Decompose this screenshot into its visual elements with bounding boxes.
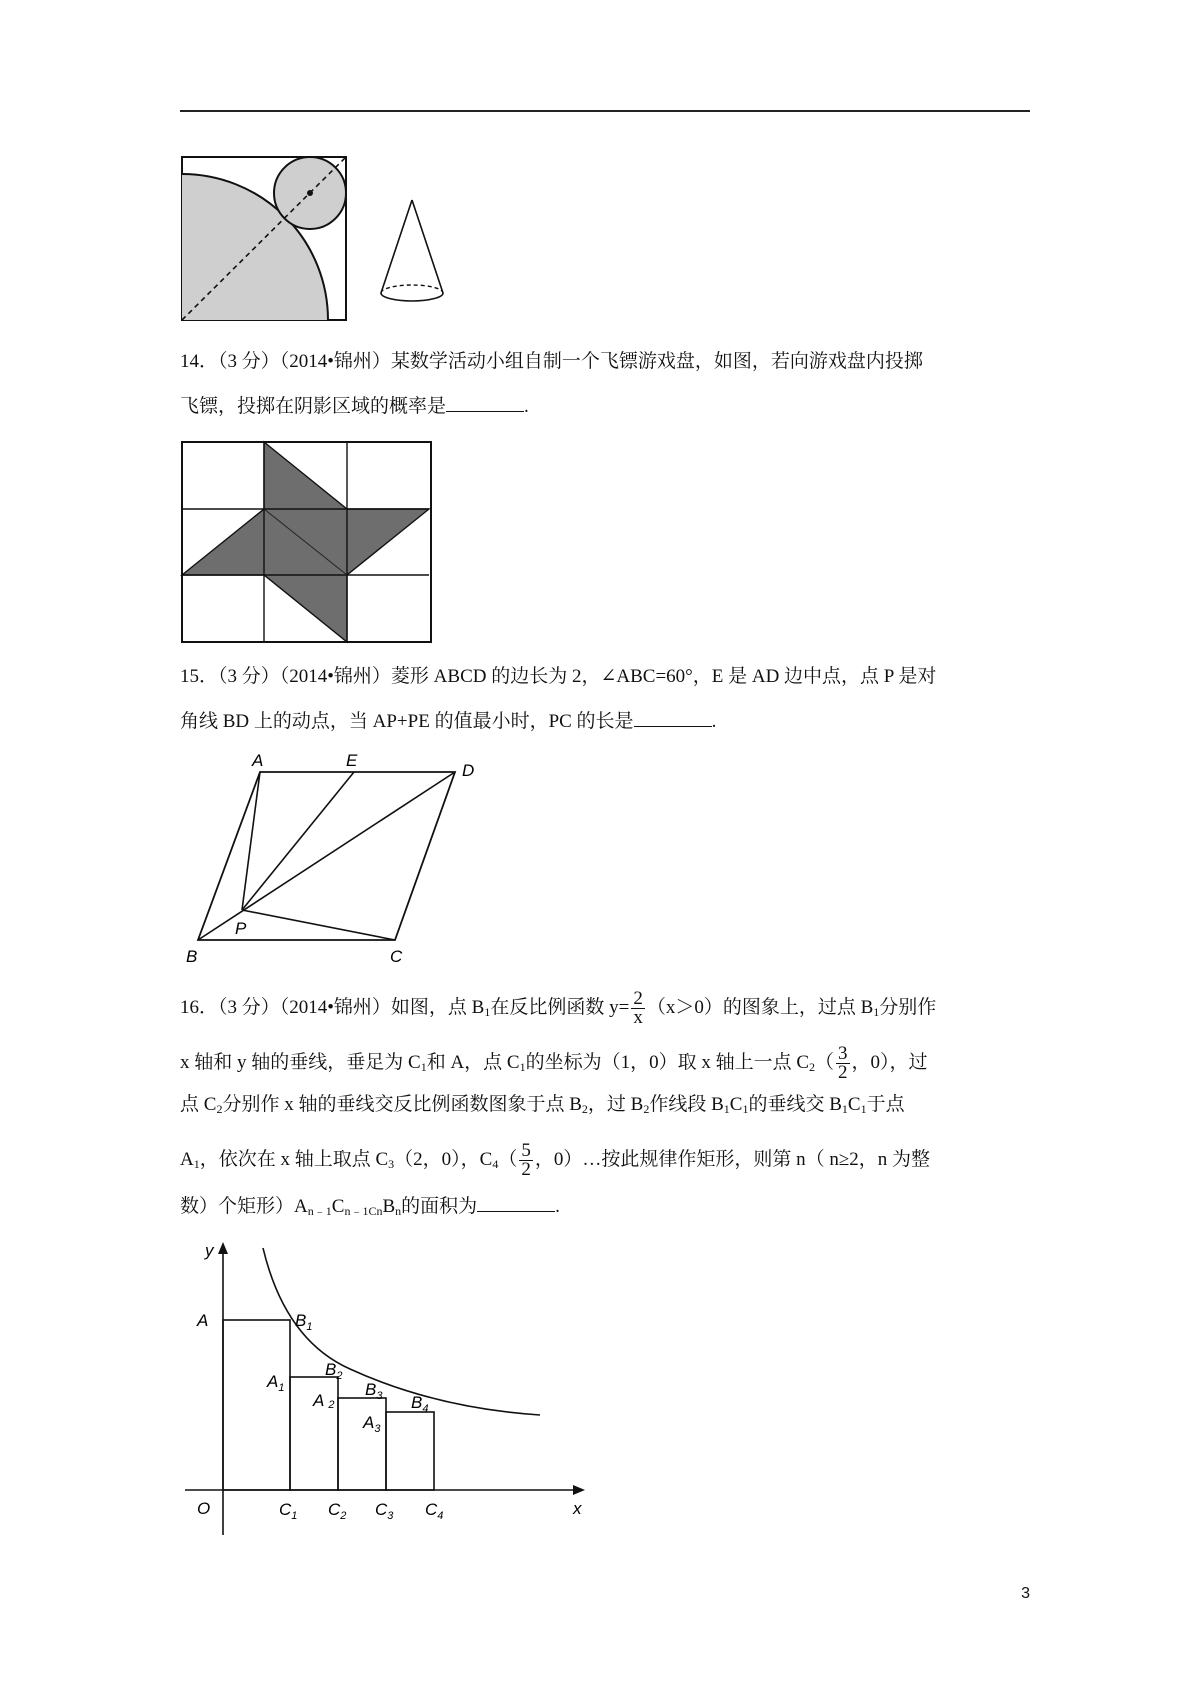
- diagonal-bd: [198, 772, 455, 940]
- fraction-numerator: 2: [633, 988, 643, 1009]
- label-a: A: [252, 751, 264, 770]
- label-e: E: [346, 751, 358, 770]
- q16-answer-blank: [477, 1195, 555, 1212]
- label-letter: A: [267, 1372, 279, 1391]
- label-subscript: 1: [291, 1510, 298, 1522]
- q14-line2: 飞镖，投掷在阴影区域的概率是: [180, 396, 447, 417]
- q16-text: ，0）…按此规律作矩形，则第 n（ n≥2，n 为整: [534, 1148, 931, 1170]
- q16-subscript: 1: [742, 1102, 749, 1116]
- label-a: A: [197, 1311, 209, 1330]
- circle-center-dot: [307, 190, 313, 196]
- label-letter: B: [295, 1311, 307, 1330]
- q16-subscript: 1: [519, 1059, 526, 1074]
- label-c3: [375, 1500, 394, 1522]
- label-p: P: [235, 919, 247, 938]
- fraction-numerator: 3: [838, 1043, 848, 1064]
- q16-text: A: [180, 1148, 194, 1170]
- q16-text: ，0），过: [851, 1051, 928, 1073]
- label-letter: C: [279, 1500, 292, 1519]
- q16-subscript: n﹣1Cn: [344, 1204, 383, 1218]
- q16-text: ，过 B: [587, 1094, 644, 1115]
- label-d: D: [462, 761, 475, 780]
- q16-text: 和 A，点 C: [426, 1051, 520, 1073]
- label-a2: [312, 1391, 334, 1411]
- reciprocal-curve: [263, 1248, 540, 1415]
- q16-number: 16．: [180, 996, 219, 1018]
- q16-text: 于点: [866, 1094, 905, 1115]
- q16-text: 的面积为: [401, 1196, 478, 1217]
- q16-subscript: 1: [723, 1102, 730, 1116]
- fraction-numerator: 5: [521, 1140, 531, 1161]
- label-subscript: 2: [328, 1399, 335, 1411]
- label-b1: [295, 1311, 312, 1333]
- label-a1: [266, 1372, 284, 1394]
- q16-subscript: 1: [420, 1059, 427, 1074]
- cone-base-front: [381, 293, 443, 301]
- q16-text: x 轴和 y 轴的垂线，垂足为 C: [180, 1051, 421, 1073]
- x-axis-arrow-icon: [573, 1485, 585, 1495]
- label-c2: [328, 1500, 346, 1522]
- q16-text: C: [331, 1196, 345, 1217]
- q16-text: 在反比例函数 y=: [490, 996, 630, 1018]
- label-letter: B: [411, 1393, 423, 1412]
- y-axis-arrow-icon: [218, 1242, 228, 1254]
- q16-text: 数）个矩形）A: [180, 1196, 308, 1217]
- segment-pe: [242, 772, 354, 910]
- q16-text: （2，0），C: [394, 1148, 493, 1170]
- cone-left-edge: [381, 200, 412, 293]
- label-subscript: 2: [340, 1510, 347, 1522]
- label-letter: B: [365, 1380, 377, 1399]
- label-subscript: 3: [374, 1423, 381, 1435]
- q16-text: （: [498, 1148, 518, 1170]
- q16-subscript: 2: [643, 1102, 650, 1116]
- fraction-denominator: x: [633, 1007, 643, 1028]
- label-b: B: [186, 947, 198, 966]
- q16-text: （x＞0）的图象上，过点 B: [646, 996, 874, 1018]
- q16-subscript: 2: [809, 1059, 816, 1074]
- q15-line2: 角线 BD 上的动点，当 AP+PE 的值最小时，PC 的长是: [180, 711, 634, 732]
- q16-text: （: [815, 1051, 835, 1073]
- label-subscript: 1: [278, 1382, 285, 1394]
- q16-subscript: 1: [841, 1102, 848, 1116]
- q14-end: .: [524, 396, 529, 417]
- rhombus-figure: [180, 750, 480, 975]
- label-x: x: [573, 1499, 582, 1518]
- cone-base-back: [381, 285, 443, 293]
- fraction-3-over-2: [836, 1045, 850, 1082]
- label-subscript: 2: [336, 1370, 343, 1382]
- label-y: y: [205, 1241, 214, 1260]
- q14-answer-blank: [446, 395, 524, 412]
- q16-end: .: [555, 1196, 560, 1217]
- q16-text: 点 C: [180, 1094, 217, 1115]
- q16-subscript: 2: [581, 1102, 588, 1116]
- q16-text: 作线段 B: [649, 1094, 724, 1115]
- q16-text: B: [382, 1196, 396, 1217]
- label-letter: A: [313, 1391, 325, 1410]
- label-letter: A: [363, 1413, 375, 1432]
- rectangle-a2c2c3b3: [338, 1398, 386, 1490]
- segment-ap: [242, 772, 260, 910]
- label-subscript: 4: [422, 1403, 429, 1415]
- q16-subscript: 1: [873, 1004, 880, 1019]
- q15-end: .: [711, 711, 717, 732]
- fraction-denominator: 2: [838, 1062, 848, 1083]
- label-c4: [425, 1500, 443, 1522]
- q16-subscript: 1: [193, 1156, 200, 1171]
- q16-subscript: 3: [388, 1156, 395, 1171]
- q15-meta: （3 分）（2014•锦州）: [218, 666, 391, 687]
- label-c: C: [390, 947, 403, 966]
- q16-subscript: 4: [492, 1156, 499, 1171]
- label-letter: C: [328, 1500, 341, 1519]
- label-c1: [279, 1500, 297, 1522]
- q16-subscript: 1: [484, 1004, 491, 1019]
- rectangle-oab1c1: [223, 1320, 290, 1490]
- header-rule: [180, 110, 1030, 112]
- q16-text: 分别作 x 轴的垂线交反比例函数图象于点 B: [222, 1094, 582, 1115]
- label-o: O: [197, 1499, 211, 1518]
- q16-text: C: [847, 1094, 861, 1115]
- dartboard-figure: [180, 440, 435, 645]
- q16-text: 分别作: [879, 996, 937, 1018]
- q16-text: C: [729, 1094, 743, 1115]
- q16-meta: （3 分）（2014•锦州）: [218, 996, 391, 1018]
- label-subscript: 4: [437, 1510, 444, 1522]
- circle-cone-figure: [180, 155, 480, 325]
- label-subscript: 3: [387, 1510, 394, 1522]
- q16-text: 的坐标为（1，0）取 x 轴上一点 C: [525, 1051, 810, 1073]
- q16-text: 的垂线交 B: [748, 1094, 842, 1115]
- fraction-2-over-x: [631, 990, 645, 1027]
- q14-line1: 某数学活动小组自制一个飞镖游戏盘，如图，若向游戏盘内投掷: [390, 351, 923, 372]
- fraction-denominator: 2: [521, 1159, 531, 1180]
- q16-subscript: 1: [860, 1102, 867, 1116]
- q16-subscript: n: [395, 1204, 402, 1218]
- page-number: 3: [1021, 1585, 1030, 1602]
- label-letter: B: [325, 1360, 337, 1379]
- label-a3: [362, 1413, 381, 1435]
- q16-subscript: 2: [216, 1102, 223, 1116]
- label-subscript: 1: [306, 1321, 313, 1333]
- rectangle-a3c3c4b4: [386, 1412, 434, 1490]
- cone-right-edge: [412, 200, 443, 293]
- label-b3: [365, 1380, 383, 1402]
- label-letter: C: [425, 1500, 438, 1519]
- segment-pc: [242, 910, 395, 940]
- q14-meta: （3 分）（2014•锦州）: [218, 351, 391, 372]
- reciprocal-function-figure: [175, 1240, 595, 1545]
- q16-text: 如图，点 B: [390, 996, 485, 1018]
- q15-answer-blank: [634, 710, 712, 727]
- q16-subscript: n﹣1: [307, 1204, 332, 1218]
- label-subscript: 3: [376, 1390, 383, 1402]
- q15-number: 15．: [180, 666, 219, 687]
- q16-text: ，依次在 x 轴上取点 C: [199, 1148, 389, 1170]
- q15-line1: 菱形 ABCD 的边长为 2，∠ABC=60°，E 是 AD 边中点，点 P 是对: [390, 666, 937, 687]
- label-letter: C: [375, 1500, 388, 1519]
- q14-number: 14．: [180, 351, 219, 372]
- fraction-5-over-2: [519, 1142, 533, 1179]
